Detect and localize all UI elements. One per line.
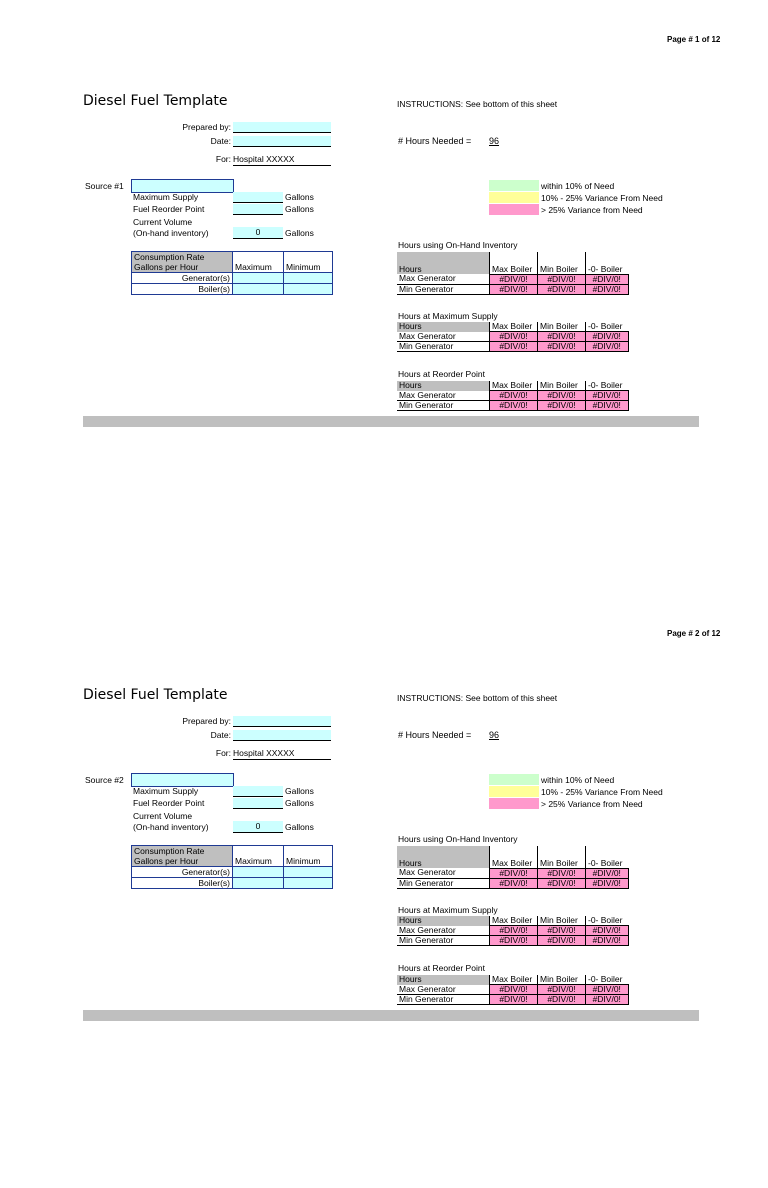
result-cell: #DIV/0! <box>490 342 538 352</box>
hours-needed-label: # Hours Needed = <box>398 730 472 740</box>
current-volume-sublabel: (On-hand inventory) <box>133 228 209 238</box>
col-zero-boiler: -0- Boiler <box>586 846 629 868</box>
page-number: Page # 1 of 12 <box>667 35 721 44</box>
maximum-supply-label: Maximum Supply <box>133 786 199 796</box>
gallons-unit: Gallons <box>285 822 314 832</box>
fuel-reorder-label: Fuel Reorder Point <box>133 204 205 214</box>
result-cell: #DIV/0! <box>538 391 586 401</box>
gallons-unit: Gallons <box>285 786 314 796</box>
result-cell: #DIV/0! <box>538 985 586 995</box>
result-cell: #DIV/0! <box>538 995 586 1005</box>
fuel-reorder-field[interactable] <box>233 204 283 215</box>
minimum-column-header: Minimum <box>284 846 333 867</box>
section-title-max-supply: Hours at Maximum Supply <box>398 311 498 321</box>
gallons-unit: Gallons <box>285 204 314 214</box>
hours-needed-value[interactable]: 96 <box>489 730 500 740</box>
date-field[interactable] <box>233 136 331 147</box>
hours-header: Hours <box>397 975 490 985</box>
legend-pink-label: > 25% Variance from Need <box>541 205 643 215</box>
for-label: For: <box>215 154 231 164</box>
result-cell: #DIV/0! <box>490 926 538 936</box>
legend-yellow-label: 10% - 25% Variance From Need <box>541 193 663 203</box>
fuel-reorder-label: Fuel Reorder Point <box>133 798 205 808</box>
result-cell: #DIV/0! <box>490 985 538 995</box>
generator-min-field[interactable] <box>284 867 333 878</box>
source-label: Source #2 <box>85 775 124 785</box>
legend-pink-label: > 25% Variance from Need <box>541 799 643 809</box>
for-field[interactable]: Hospital XXXXX <box>233 748 331 760</box>
instructions-text: INSTRUCTIONS: See bottom of this sheet <box>397 99 558 109</box>
for-label: For: <box>215 748 231 758</box>
boiler-max-field[interactable] <box>233 878 284 889</box>
result-cell: #DIV/0! <box>490 401 538 411</box>
legend-swatch-pink <box>489 204 539 215</box>
result-cell: #DIV/0! <box>538 936 586 946</box>
section-title-max-supply: Hours at Maximum Supply <box>398 905 498 915</box>
row-min-generator: Min Generator <box>397 401 490 411</box>
current-volume-sublabel: (On-hand inventory) <box>133 822 209 832</box>
result-cell: #DIV/0! <box>586 401 629 411</box>
boilers-row-label: Boiler(s) <box>132 284 233 295</box>
col-max-boiler: Max Boiler <box>490 916 538 926</box>
result-cell: #DIV/0! <box>538 342 586 352</box>
fuel-reorder-field[interactable] <box>233 798 283 809</box>
prepared-by-field[interactable] <box>233 716 331 727</box>
boilers-row-label: Boiler(s) <box>132 878 233 889</box>
source-label: Source #1 <box>85 181 124 191</box>
page-footer-band <box>83 416 699 427</box>
col-zero-boiler: -0- Boiler <box>586 381 629 391</box>
col-min-boiler: Min Boiler <box>538 252 586 274</box>
maximum-column-header: Maximum <box>233 252 284 273</box>
result-cell: #DIV/0! <box>490 284 538 294</box>
result-cell: #DIV/0! <box>538 878 586 888</box>
prepared-by-field[interactable] <box>233 122 331 133</box>
source-field[interactable] <box>131 773 234 787</box>
row-max-generator: Max Generator <box>397 274 490 284</box>
result-cell: #DIV/0! <box>586 342 629 352</box>
result-cell: #DIV/0! <box>538 401 586 411</box>
hours-header: Hours <box>397 381 490 391</box>
result-cell: #DIV/0! <box>586 995 629 1005</box>
page-title: Diesel Fuel Template <box>83 93 228 109</box>
col-max-boiler: Max Boiler <box>490 975 538 985</box>
current-volume-label: Current Volume <box>133 217 193 227</box>
page-footer-band <box>83 1010 699 1021</box>
hours-needed-label: # Hours Needed = <box>398 136 472 146</box>
result-cell: #DIV/0! <box>586 274 629 284</box>
prepared-by-label: Prepared by: <box>182 122 231 132</box>
result-cell: #DIV/0! <box>586 985 629 995</box>
section-title-on-hand: Hours using On-Hand Inventory <box>398 834 518 844</box>
result-cell: #DIV/0! <box>490 936 538 946</box>
results-table-on-hand <box>397 846 629 889</box>
row-min-generator: Min Generator <box>397 995 490 1005</box>
col-zero-boiler: -0- Boiler <box>586 916 629 926</box>
maximum-column-header: Maximum <box>233 846 284 867</box>
prepared-by-label: Prepared by: <box>182 716 231 726</box>
row-max-generator: Max Generator <box>397 985 490 995</box>
col-min-boiler: Min Boiler <box>538 381 586 391</box>
results-table-max-supply <box>397 916 629 946</box>
col-min-boiler: Min Boiler <box>538 322 586 332</box>
result-cell: #DIV/0! <box>490 868 538 878</box>
results-table-on-hand <box>397 252 629 295</box>
col-min-boiler: Min Boiler <box>538 975 586 985</box>
gallons-unit: Gallons <box>285 192 314 202</box>
result-cell: #DIV/0! <box>586 878 629 888</box>
col-min-boiler: Min Boiler <box>538 916 586 926</box>
legend-swatch-yellow <box>489 192 539 203</box>
boiler-min-field[interactable] <box>284 878 333 889</box>
generators-row-label: Generator(s) <box>132 867 233 878</box>
row-max-generator: Max Generator <box>397 391 490 401</box>
hours-header: Hours <box>397 252 490 274</box>
result-cell: #DIV/0! <box>538 332 586 342</box>
results-table-reorder <box>397 975 629 1005</box>
hours-needed-value[interactable]: 96 <box>489 136 500 146</box>
consumption-rate-table <box>131 251 333 295</box>
col-max-boiler: Max Boiler <box>490 322 538 332</box>
col-zero-boiler: -0- Boiler <box>586 252 629 274</box>
current-volume-field[interactable]: 0 <box>233 227 283 239</box>
maximum-supply-label: Maximum Supply <box>133 192 199 202</box>
row-min-generator: Min Generator <box>397 342 490 352</box>
hours-header: Hours <box>397 846 490 868</box>
result-cell: #DIV/0! <box>586 868 629 878</box>
current-volume-field[interactable]: 0 <box>233 821 283 833</box>
results-table-reorder <box>397 381 629 411</box>
col-max-boiler: Max Boiler <box>490 252 538 274</box>
legend-swatch-yellow <box>489 786 539 797</box>
gallons-unit: Gallons <box>285 228 314 238</box>
date-label: Date: <box>210 136 231 146</box>
row-max-generator: Max Generator <box>397 332 490 342</box>
section-title-reorder: Hours at Reorder Point <box>398 963 485 973</box>
boiler-min-field[interactable] <box>284 284 333 295</box>
instructions-text: INSTRUCTIONS: See bottom of this sheet <box>397 693 558 703</box>
generators-row-label: Generator(s) <box>132 273 233 284</box>
row-max-generator: Max Generator <box>397 926 490 936</box>
source-field[interactable] <box>131 179 234 193</box>
minimum-column-header: Minimum <box>284 252 333 273</box>
consumption-header: Consumption Rate Gallons per Hour <box>132 846 233 867</box>
boiler-max-field[interactable] <box>233 284 284 295</box>
col-zero-boiler: -0- Boiler <box>586 975 629 985</box>
legend-swatch-green <box>489 774 539 785</box>
hours-header: Hours <box>397 322 490 332</box>
legend-swatch-pink <box>489 798 539 809</box>
col-max-boiler: Max Boiler <box>490 381 538 391</box>
results-table-max-supply <box>397 322 629 352</box>
result-cell: #DIV/0! <box>538 926 586 936</box>
result-cell: #DIV/0! <box>490 878 538 888</box>
consumption-header: Consumption Rate Gallons per Hour <box>132 252 233 273</box>
result-cell: #DIV/0! <box>538 274 586 284</box>
legend-green-label: within 10% of Need <box>541 181 615 191</box>
for-field[interactable]: Hospital XXXXX <box>233 154 331 166</box>
consumption-rate-table <box>131 845 333 889</box>
maximum-supply-field[interactable] <box>233 192 283 203</box>
result-cell: #DIV/0! <box>586 936 629 946</box>
result-cell: #DIV/0! <box>586 391 629 401</box>
generator-max-field[interactable] <box>233 867 284 878</box>
result-cell: #DIV/0! <box>490 391 538 401</box>
date-field[interactable] <box>233 730 331 741</box>
page-number: Page # 2 of 12 <box>667 629 721 638</box>
date-label: Date: <box>210 730 231 740</box>
result-cell: #DIV/0! <box>586 284 629 294</box>
hours-header: Hours <box>397 916 490 926</box>
result-cell: #DIV/0! <box>490 332 538 342</box>
current-volume-label: Current Volume <box>133 811 193 821</box>
generator-max-field[interactable] <box>233 273 284 284</box>
row-max-generator: Max Generator <box>397 868 490 878</box>
result-cell: #DIV/0! <box>538 284 586 294</box>
result-cell: #DIV/0! <box>490 995 538 1005</box>
result-cell: #DIV/0! <box>586 926 629 936</box>
legend-yellow-label: 10% - 25% Variance From Need <box>541 787 663 797</box>
col-zero-boiler: -0- Boiler <box>586 322 629 332</box>
legend-green-label: within 10% of Need <box>541 775 615 785</box>
result-cell: #DIV/0! <box>490 274 538 284</box>
generator-min-field[interactable] <box>284 273 333 284</box>
section-title-reorder: Hours at Reorder Point <box>398 369 485 379</box>
col-min-boiler: Min Boiler <box>538 846 586 868</box>
page-title: Diesel Fuel Template <box>83 687 228 703</box>
result-cell: #DIV/0! <box>586 332 629 342</box>
row-min-generator: Min Generator <box>397 878 490 888</box>
row-min-generator: Min Generator <box>397 936 490 946</box>
sheet-page-2 <box>0 594 768 1188</box>
section-title-on-hand: Hours using On-Hand Inventory <box>398 240 518 250</box>
maximum-supply-field[interactable] <box>233 786 283 797</box>
result-cell: #DIV/0! <box>538 868 586 878</box>
col-max-boiler: Max Boiler <box>490 846 538 868</box>
gallons-unit: Gallons <box>285 798 314 808</box>
legend-swatch-green <box>489 180 539 191</box>
row-min-generator: Min Generator <box>397 284 490 294</box>
